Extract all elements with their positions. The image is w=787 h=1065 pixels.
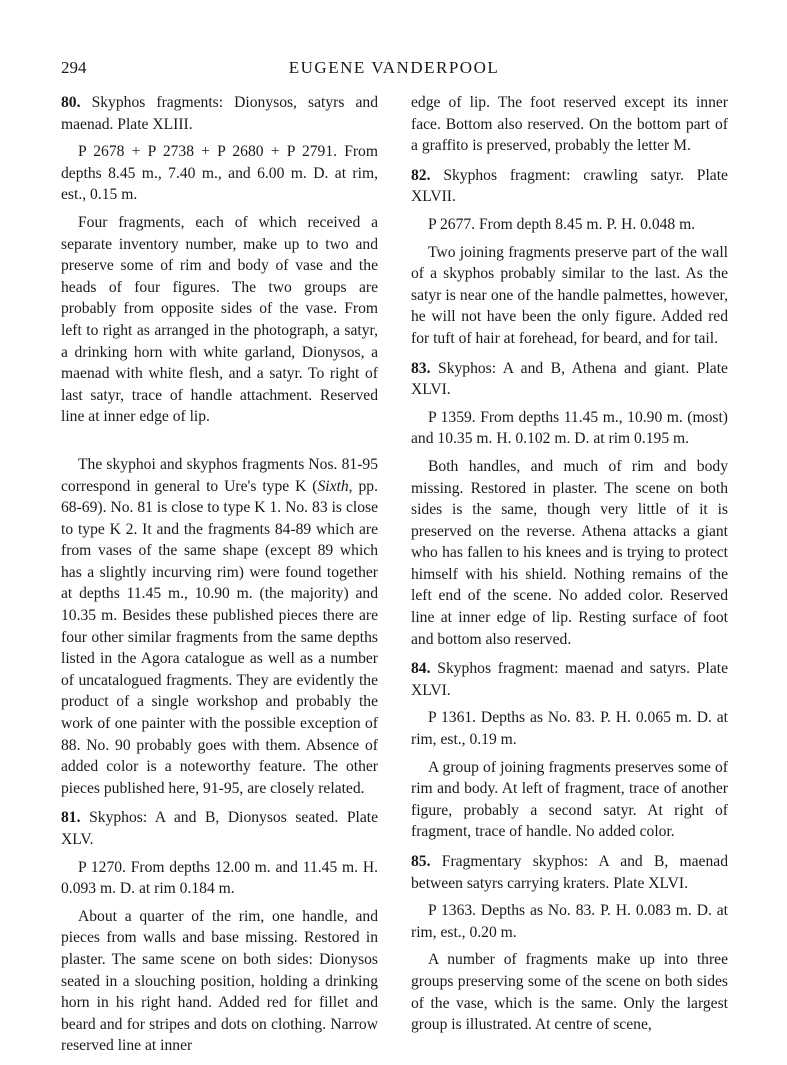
entry-85-inventory: P 1363. Depths as No. 83. P. H. 0.083 m. D. at rim, est., 0.20 m. [411,902,728,941]
entry-title: Skyphos fragment: crawling satyr. Plate XLVII. [411,166,728,206]
entry-82-heading [411,165,728,208]
italic-reference: Sixth [317,477,349,495]
entry-85-description: A number of fragments make up into three groups preserving some of the scene on both sides of the vase, which is the same. Only the largest group is illustrated. At centre of scene, [411,951,728,1034]
entry-title: Skyphos: A and B, Athena and giant. Plate XLVI. [411,359,728,399]
page-header [61,58,727,80]
entry-83-inventory: P 1359. From depths 11.45 m., 10.90 m. (most) and 10.35 m. H. 0.102 m. D. at rim 0.195 m. [411,408,728,448]
entry-83-heading [411,358,728,401]
entry-82-description: Two joining fragments preserve part of the wall of a skyphos probably similar to the last. As the satyr is near one of the handle palmettes, however, he will not have been the only figure. Added red for tuft of hair at forehead, for beard, and for tail. [411,243,728,347]
entry-82-inventory: P 2677. From depth 8.45 m. P. H. 0.048 m. [428,215,696,233]
entry-85-heading [411,851,728,894]
entry-number: 80. [61,94,81,111]
left-column [61,92,378,1065]
entry-80-inventory: P 2678 + P 2738 + P 2680 + P 2791. From depths 8.45 m., 7.40 m., and 6.00 m. D. at rim, est., 0.15 m. [61,143,378,204]
entry-title: Skyphos: A and B, Dionysos seated. Plate XLV. [61,809,378,848]
page-number: 294 [61,58,87,77]
entry-84-description: A group of joining fragments preserves some of rim and body. At left of fragment, trace of another figure, probably a second satyr. At right of fragment, trace of handle. No added color. [411,758,728,841]
entry-81-description: About a quarter of the rim, one handle, and pieces from walls and base missing. Restored in plaster. The same scene on both sides: Dionysos seated in a slouching position, holding a drinking horn in his right hand. Added red for fillet and beard and for stripes and dots on clothing. Narrow reserved line at inner [61,907,378,1055]
running-head: EUGENE VANDERPOOL [288,58,500,77]
entry-81-heading [61,807,378,850]
entry-80-description: Four fragments, each of which received a separate inventory number, make up to two and preserve some of rim and body of vase and the heads of four figures. The two groups are probably from opposite sides of the vase. From left to right as arranged in the photograph, a satyr, a drinking horn with white garland, Dionysos, a maenad with white flesh, and a satyr. To right of last satyr, trace of handle attachment. Reserved line at inner edge of lip. [61,213,378,426]
entry-title: Skyphos fragment: maenad and satyrs. Plate XLVI. [411,660,728,699]
right-column [411,92,728,1044]
entry-title: Fragmentary skyphos: A and B, maenad between satyrs carrying kraters. Plate XLVI. [411,853,728,892]
entry-80-heading [61,92,378,135]
entry-81-inventory: P 1270. From depths 12.00 m. and 11.45 m. H. 0.093 m. D. at rim 0.184 m. [61,858,378,898]
entry-number: 82. [411,166,431,184]
entry-number: 83. [411,359,431,377]
entry-number: 84. [411,660,431,678]
entry-84-inventory: P 1361. Depths as No. 83. P. H. 0.065 m. D. at rim, est., 0.19 m. [411,709,728,749]
entry-title: Skyphos fragments: Dionysos, satyrs and maenad. Plate XLIII. [61,94,378,133]
entry-84-heading [411,658,728,701]
intro-paragraph: The skyphoi and skyphos fragments Nos. 81-95 correspond in general to Ure's type K (Sixth, pp. 68-69). No. 81 is close to type K 1. No. 83 is close to type K 2. It and the fragments 84-89 which are from vases of the same shape (except 89 which has a slightly incurving rim) were found together at depths 11.45 m., 10.90 m. (the majority) and 10.35 m. Besides these published pieces there are four other similar fragments from the same depths listed in the Agora catalogue as well as a number of uncatalogued fragments. They are evidently the product of a single workshop and probably the work of one painter with the possible exception of 88. No. 90 probably goes with them. Absence of added color is a noteworthy feature. The other pieces published here, 91-95, are closely related. [61,455,378,797]
entry-83-description: Both handles, and much of rim and body missing. Restored in plaster. The scene on both sides is the same, though very little of it is preserved on the reverse. Athena attacks a giant who has fallen to his knees and is trying to protect himself with his shield. Nothing remains of the left end of the scene. No added color. Reserved line at inner edge of lip. Resting surface of foot and bottom also reserved. [411,457,728,648]
entry-number: 85. [411,853,431,870]
entry-81-continuation: edge of lip. The foot reserved except its inner face. Bottom also reserved. On the bottom part of a graffito is preserved, probably the letter M. [411,94,728,155]
entry-number: 81. [61,809,81,827]
